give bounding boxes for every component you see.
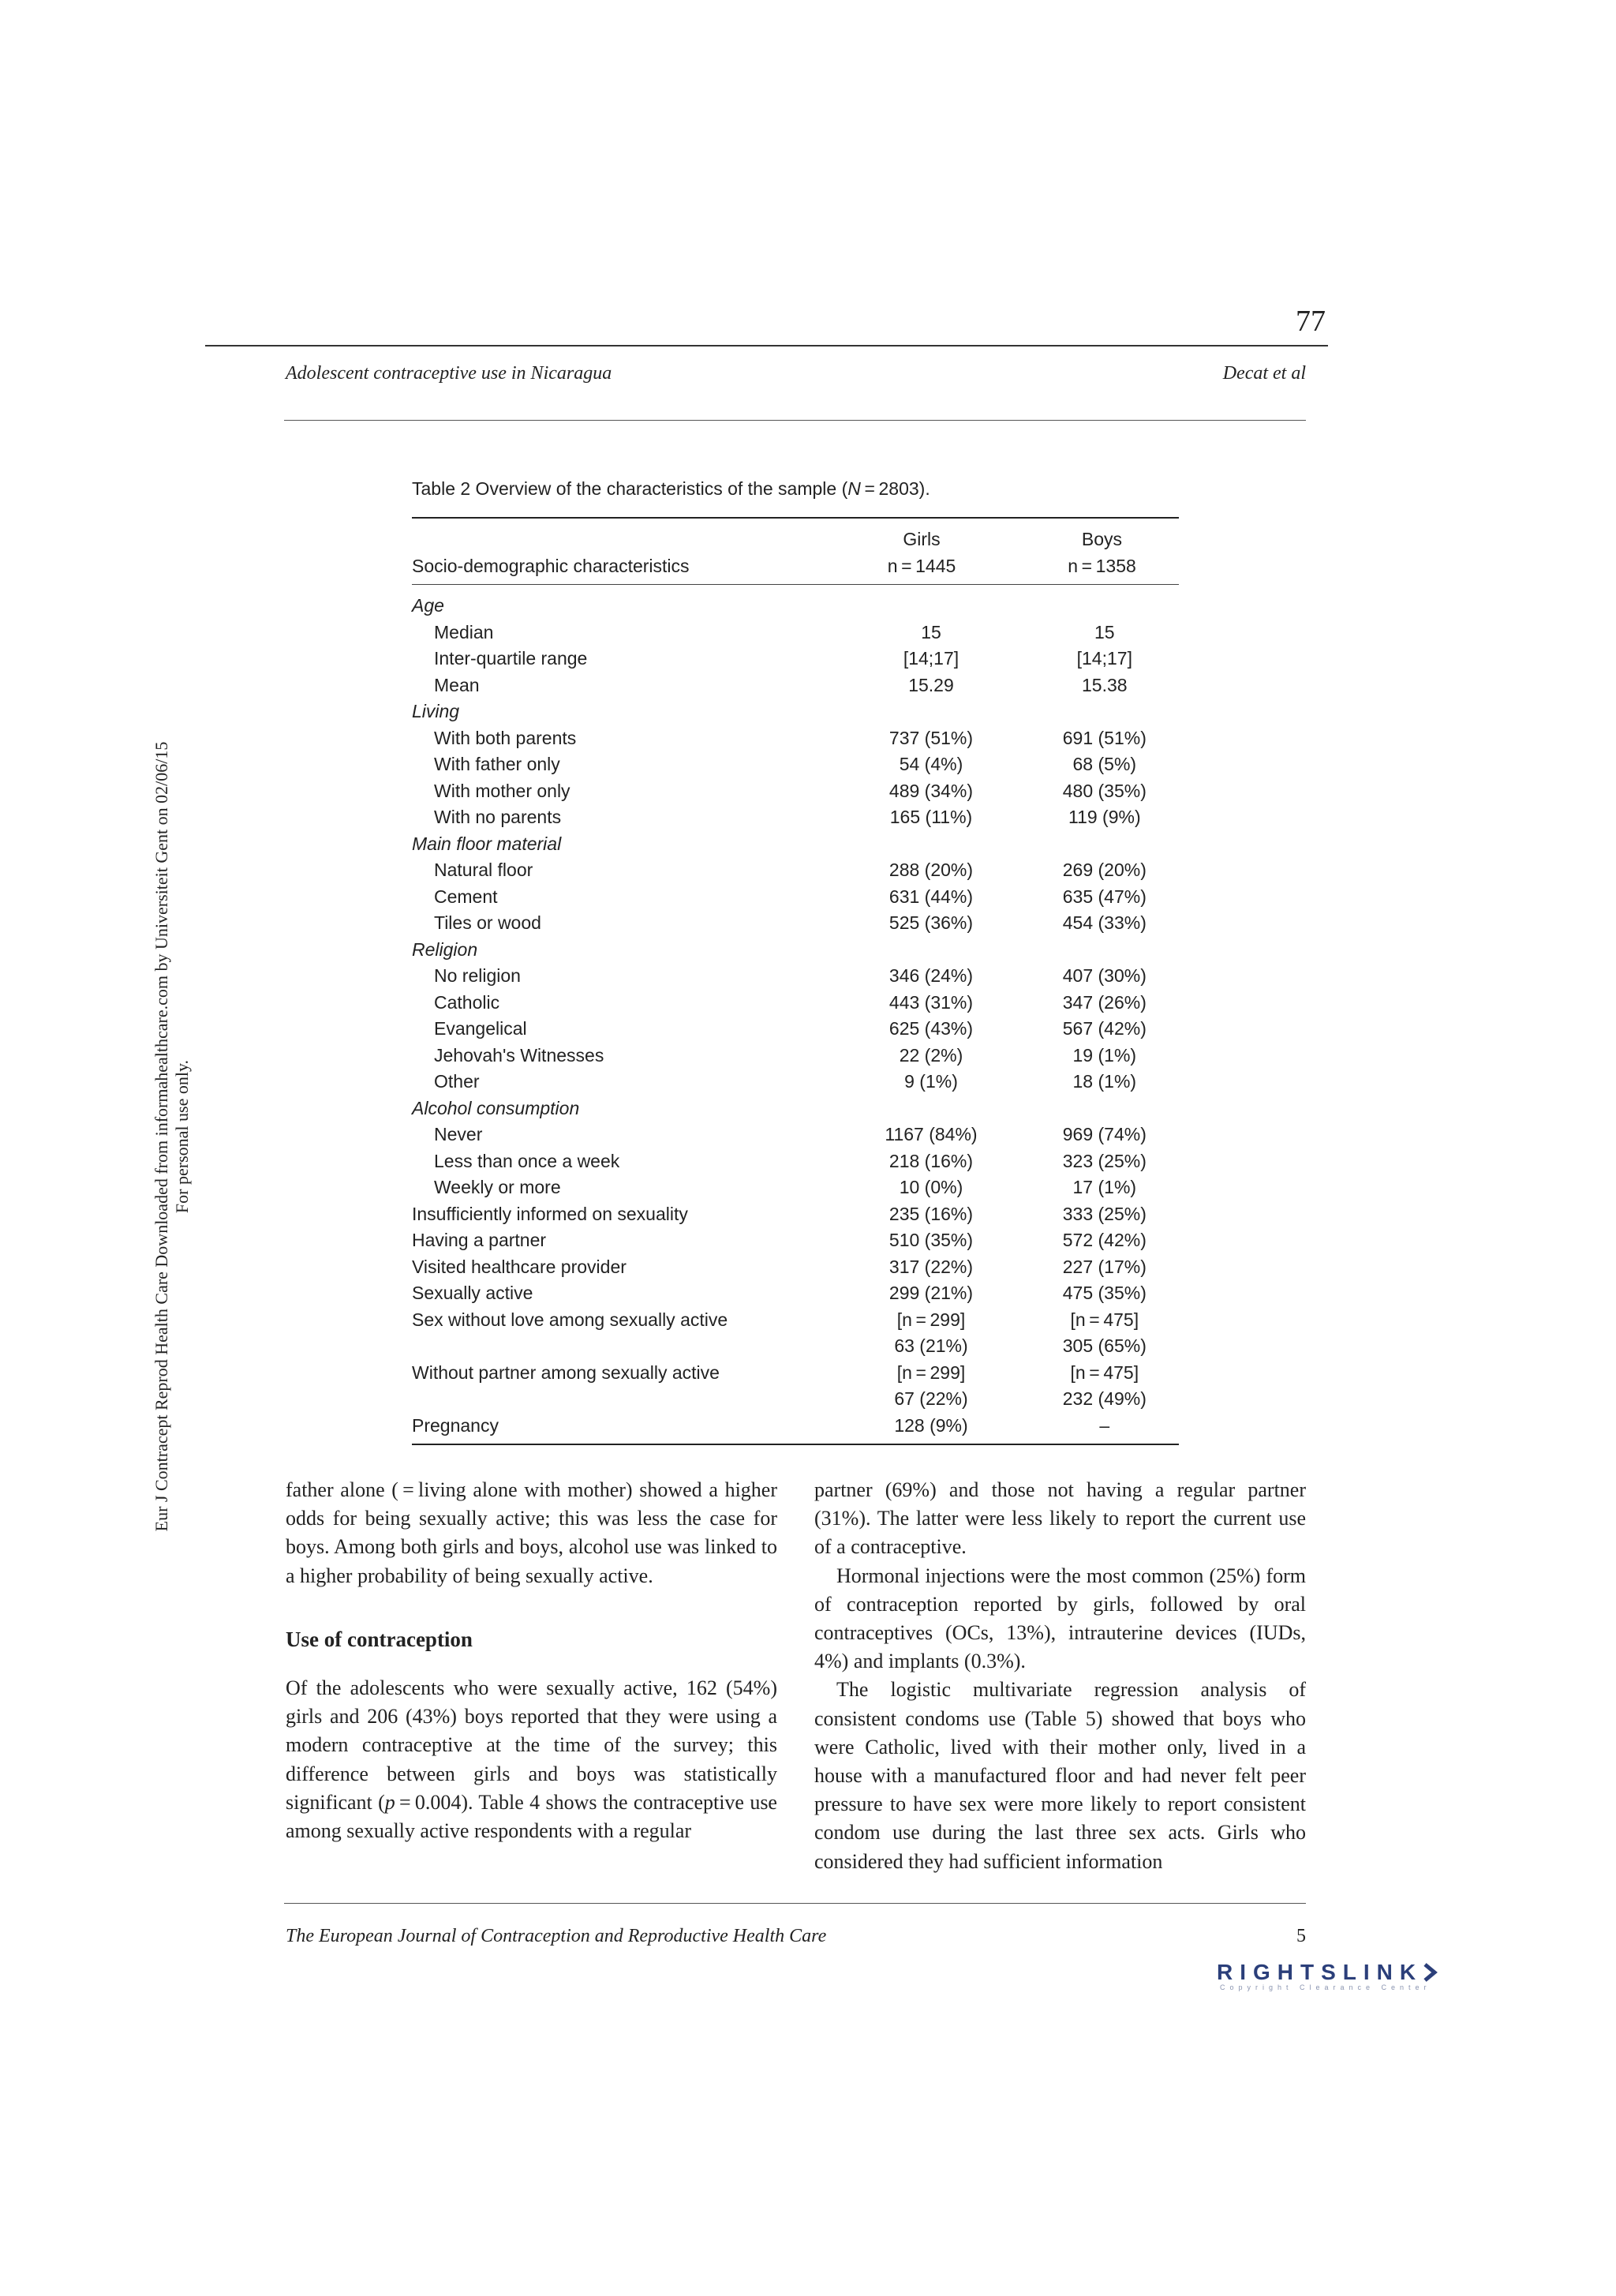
caption-n: N [847, 478, 861, 499]
boys-value: 15.38 [1082, 674, 1128, 695]
rightslink-arrow-icon [1423, 1963, 1438, 1982]
row-label: No religion [434, 965, 521, 986]
journal-page-number: 77 [1296, 305, 1326, 338]
row-label [412, 1386, 832, 1413]
row-label: Alcohol consumption [412, 1097, 580, 1118]
row-label: With mother only [434, 780, 570, 801]
girls-value: 54 (4%) [899, 754, 963, 774]
girls-value: 288 (20%) [888, 860, 974, 880]
table-row [412, 672, 1179, 699]
table-row [412, 699, 1179, 725]
table-row [412, 620, 1179, 646]
boys-value: 475 (35%) [1062, 1283, 1147, 1303]
row-label: With both parents [434, 727, 577, 748]
boys-value [1031, 593, 1179, 620]
header-girls: Girls [903, 529, 941, 549]
table-row [412, 1096, 1179, 1122]
table-header [412, 526, 1179, 579]
caption-text: Overview of the characteristics of the sample ( [470, 478, 848, 499]
paragraph: The logistic multivariate regression analysis of consistent condoms use (Table 5) showed that boys who were Catholic, lived with their mother only, lived in a house with a manufactured floor and had never felt peer pressure to have sex were more likely to report consistent condom use during the last three sex acts. Girls who considered they had sufficient information [814, 1678, 1306, 1873]
table-2 [412, 478, 1179, 1445]
row-label: Jehovah's Witnesses [434, 1044, 604, 1066]
girls-value [832, 593, 1030, 620]
table-row [412, 831, 1179, 858]
table-row [412, 778, 1179, 805]
rightslink-wordmark: RIGHTSLINK [1217, 1960, 1461, 1985]
girls-value: 525 (36%) [888, 912, 974, 933]
footer-journal-name: The European Journal of Contraception and Reproductive Health Care [286, 1926, 827, 1946]
row-label: Insufficiently informed on sexuality [412, 1203, 688, 1224]
row-label: With no parents [434, 807, 562, 827]
row-label: Age [412, 595, 444, 616]
girls-value: 489 (34%) [888, 780, 974, 801]
download-side-note [152, 742, 193, 1532]
girls-value: 128 (9%) [894, 1414, 968, 1436]
table-row [412, 1201, 1179, 1228]
boys-value: 572 (42%) [1062, 1230, 1147, 1250]
girls-value [832, 1096, 1030, 1122]
side-note-line-1: Eur J Contracept Reprod Health Care Downloaded from informahealthcare.com by Universiteit Gent on 02/06/15 [152, 741, 171, 1532]
row-label: Never [434, 1124, 483, 1144]
row-label: Pregnancy [412, 1414, 499, 1436]
table-row [412, 593, 1179, 620]
row-label [412, 1333, 832, 1360]
left-column [286, 1476, 777, 1845]
side-note-line-2: For personal use only. [172, 1059, 192, 1214]
row-label: Sexually active [412, 1283, 533, 1303]
boys-value: [14;17] [1076, 648, 1132, 669]
header-boys-n: n = 1358 [1068, 555, 1136, 576]
right-column [814, 1476, 1306, 1876]
table-row [412, 751, 1179, 778]
girls-value: 15 [921, 621, 941, 642]
girls-value: 165 (11%) [889, 807, 973, 827]
boys-value: 19 (1%) [1072, 1044, 1137, 1066]
boys-value [1031, 1096, 1179, 1122]
boys-value: 347 (26%) [1062, 991, 1147, 1013]
boys-value [1031, 937, 1179, 964]
boys-value: 969 (74%) [1062, 1124, 1147, 1144]
header-rule [284, 420, 1306, 421]
row-label: Catholic [434, 991, 500, 1013]
table-label: Table 2 [412, 478, 471, 499]
table-row [412, 1333, 1179, 1360]
table-row [412, 1122, 1179, 1148]
footer-rule [284, 1903, 1306, 1904]
boys-value: 635 (47%) [1062, 886, 1147, 907]
row-label: Mean [434, 674, 480, 695]
girls-value: 218 (16%) [888, 1150, 974, 1171]
table-row [412, 1043, 1179, 1069]
table-row [412, 910, 1179, 937]
table-row [412, 1148, 1179, 1175]
girls-value: 625 (43%) [888, 1018, 974, 1039]
row-label: Having a partner [412, 1230, 547, 1250]
row-label: Less than once a week [434, 1150, 620, 1171]
row-label: Main floor material [412, 833, 562, 854]
table-row [412, 1254, 1179, 1281]
girls-value: 235 (16%) [888, 1203, 974, 1224]
row-label: Living [412, 701, 460, 721]
table-row [412, 990, 1179, 1017]
table-row [412, 1280, 1179, 1307]
table-row [412, 1386, 1179, 1413]
boys-value: 232 (49%) [1062, 1388, 1147, 1409]
table-row [412, 937, 1179, 964]
row-label: Religion [412, 938, 478, 960]
table-row [412, 884, 1179, 911]
boys-value [1031, 699, 1179, 725]
boys-value: 691 (51%) [1062, 727, 1147, 748]
table-bottom-rule [412, 1444, 1179, 1445]
row-label: Tiles or wood [434, 912, 541, 933]
table-row [412, 804, 1179, 831]
row-label: Cement [434, 886, 498, 907]
table-row [412, 646, 1179, 672]
boys-value: 567 (42%) [1062, 1018, 1147, 1039]
boys-value [1031, 831, 1179, 858]
boys-value: 227 (17%) [1062, 1256, 1147, 1277]
boys-value: 323 (25%) [1062, 1150, 1147, 1171]
row-label: Without partner among sexually active [412, 1361, 720, 1383]
boys-value: 15 [1094, 621, 1115, 642]
row-label: Visited healthcare provider [412, 1256, 627, 1277]
girls-value: [14;17] [903, 648, 960, 669]
table-row [412, 1413, 1179, 1440]
header-label: Socio-demographic characteristics [412, 555, 690, 576]
header-boys: Boys [1081, 529, 1123, 549]
table-caption [412, 478, 1179, 500]
boys-value: 18 (1%) [1072, 1071, 1137, 1092]
caption-total: = 2803). [860, 478, 930, 499]
paragraph: Of the adolescents who were sexually active, 162 (54%) girls and 206 (43%) boys reported that they were using a modern contraceptive at the time of the survey; this difference between girls and boys was statistically significant (p = 0.004). Table 4 shows the contraceptive use among sexually active respondents with a regular [286, 1676, 777, 1843]
row-label: Inter-quartile range [434, 648, 588, 669]
rightslink-subtitle: Copyright Clearance Center [1220, 1983, 1431, 1991]
girls-value: 346 (24%) [888, 965, 974, 986]
table-body [412, 593, 1179, 1439]
boys-value: [n = 475] [1070, 1361, 1139, 1383]
paragraph: father alone ( = living alone with mother) showed a higher odds for being sexually active; this was less the case for boys. Among both girls and boys, alcohol use was linked to a higher probability of being sexually active. [286, 1478, 777, 1587]
boys-value: 480 (35%) [1062, 780, 1147, 801]
table-row [412, 725, 1179, 752]
girls-value: 63 (21%) [894, 1335, 968, 1356]
running-title: Adolescent contraceptive use in Nicaragua [286, 363, 612, 384]
row-label: Other [434, 1071, 480, 1092]
girls-value: 737 (51%) [888, 727, 974, 748]
table-row [412, 857, 1179, 884]
row-label: Median [434, 621, 494, 642]
row-label: Evangelical [434, 1018, 527, 1039]
running-authors: Decat et al [1222, 363, 1306, 384]
header-girls-n: n = 1445 [887, 555, 956, 576]
girls-value: 1167 (84%) [885, 1124, 978, 1144]
top-rule [205, 345, 1328, 346]
table-row [412, 1069, 1179, 1096]
footer-page-number: 5 [1296, 1926, 1306, 1946]
section-heading: Use of contraception [286, 1627, 473, 1651]
girls-value: [n = 299] [896, 1361, 966, 1383]
girls-value: 9 (1%) [904, 1071, 958, 1092]
table-row [412, 963, 1179, 990]
table-row [412, 1307, 1179, 1334]
table-row [412, 1227, 1179, 1254]
row-label: Weekly or more [434, 1177, 561, 1197]
paragraph: partner (69%) and those not having a regular partner (31%). The latter were less likely to report the current use of a contraceptive. [814, 1478, 1306, 1559]
boys-value: 119 (9%) [1068, 807, 1141, 827]
boys-value: 333 (25%) [1062, 1203, 1147, 1224]
boys-value: – [1099, 1414, 1110, 1436]
girls-value: 299 (21%) [888, 1283, 974, 1303]
row-label: Sex without love among sexually active [412, 1309, 728, 1330]
boys-value: [n = 475] [1070, 1309, 1139, 1330]
girls-value: [n = 299] [896, 1309, 966, 1330]
girls-value [832, 937, 1030, 964]
girls-value: 443 (31%) [888, 991, 974, 1013]
paragraph: Hormonal injections were the most common (25%) form of contraception reported by girls, followed by oral contraceptives (OCs, 13%), intrauterine devices (IUDs, 4%) and implants (0.3%). [814, 1564, 1306, 1673]
boys-value: 407 (30%) [1062, 965, 1147, 986]
girls-value: 631 (44%) [888, 886, 974, 907]
table-row [412, 1016, 1179, 1043]
girls-value: 67 (22%) [894, 1388, 968, 1409]
boys-value: 454 (33%) [1062, 912, 1147, 933]
rightslink-logo[interactable] [1217, 1960, 1461, 1991]
girls-value: 10 (0%) [899, 1177, 963, 1197]
row-label: Natural floor [434, 860, 533, 880]
girls-value: 317 (22%) [888, 1256, 974, 1277]
boys-value: 68 (5%) [1072, 754, 1137, 774]
boys-value: 17 (1%) [1072, 1177, 1137, 1197]
girls-value: 510 (35%) [888, 1230, 974, 1250]
table-row [412, 1174, 1179, 1201]
boys-value: 269 (20%) [1062, 860, 1147, 880]
girls-value [832, 699, 1030, 725]
row-label: With father only [434, 754, 560, 774]
boys-value: 305 (65%) [1062, 1335, 1147, 1356]
girls-value [832, 831, 1030, 858]
girls-value: 15.29 [908, 674, 954, 695]
table-row [412, 1360, 1179, 1387]
girls-value: 22 (2%) [899, 1044, 963, 1066]
